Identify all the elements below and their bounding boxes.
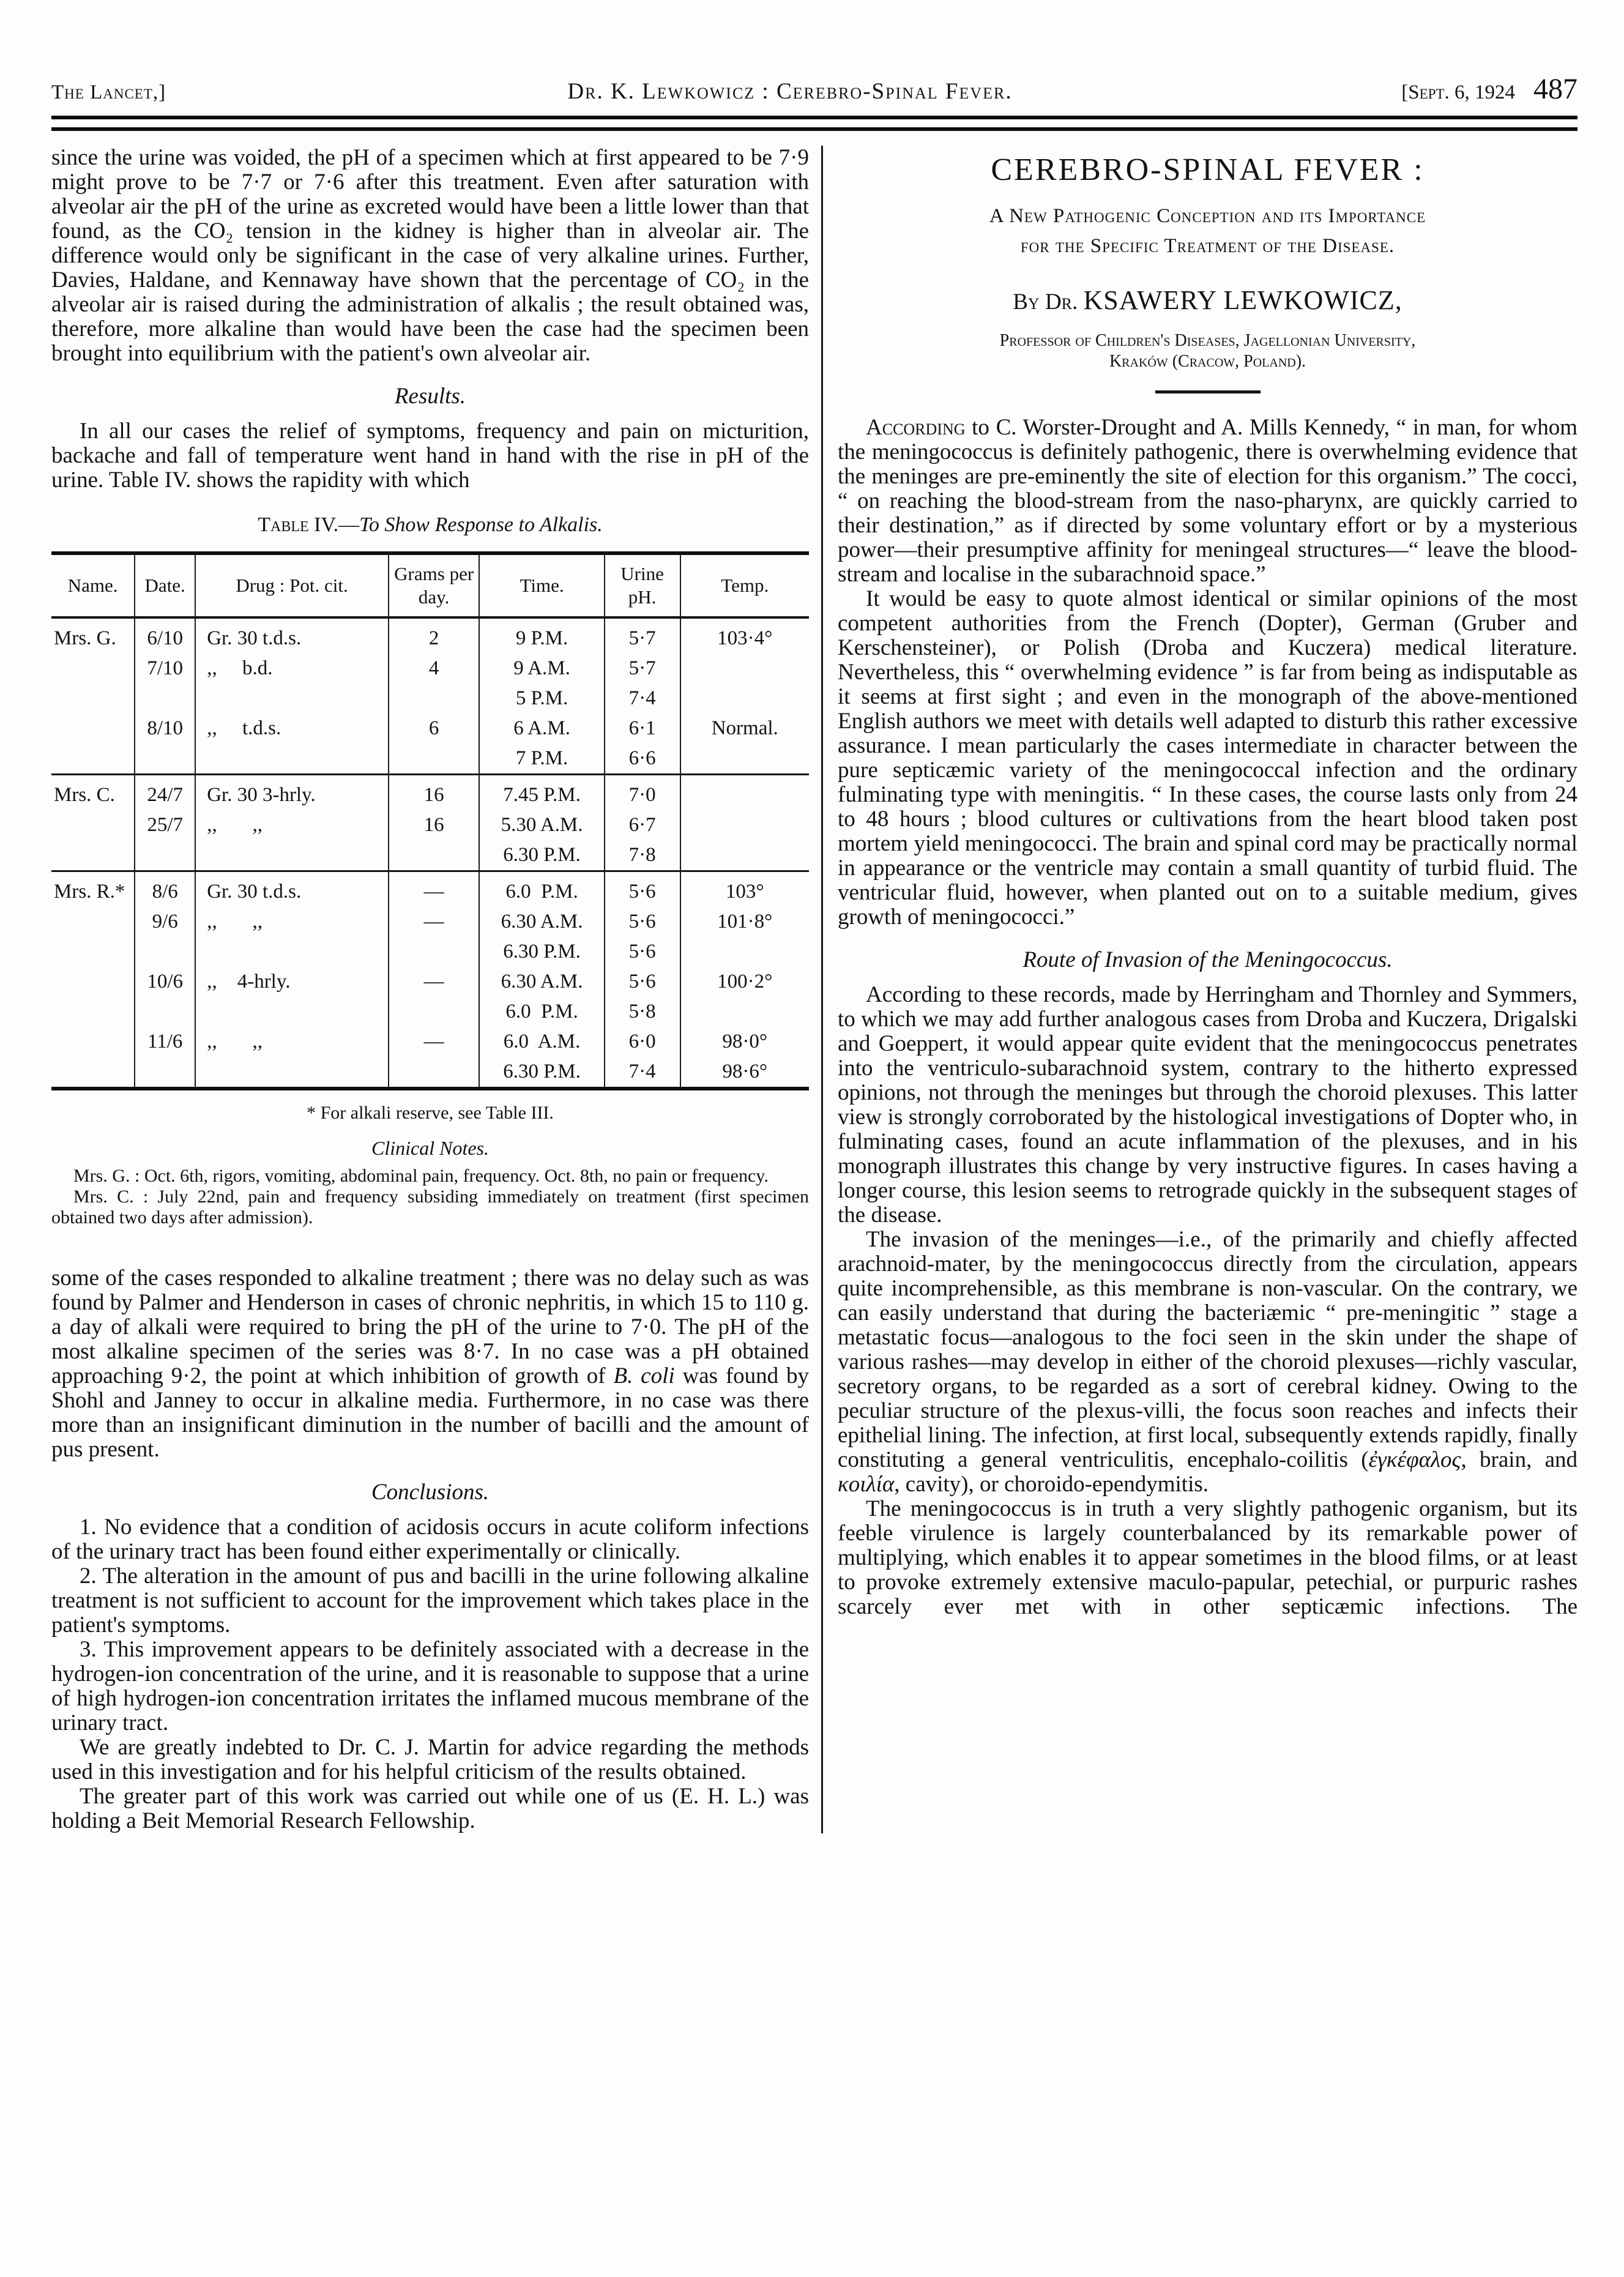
cell-date: 6/10 <box>135 617 195 654</box>
cell-time: 6.0 P.M. <box>479 871 604 907</box>
cell-time: 6.30 A.M. <box>479 907 604 937</box>
cell-temp: 101·8° <box>680 907 810 937</box>
byline <box>838 285 1577 316</box>
clinical-note: Mrs. C. : July 22nd, pain and frequency subsiding immediately on treatment (first specimen obtained two days after admission). <box>51 1186 809 1228</box>
cell-time: 6.0 A.M. <box>479 1027 604 1057</box>
cell-ph: 5·7 <box>605 654 680 684</box>
cell-ph: 6·6 <box>605 743 680 775</box>
header-right <box>1308 72 1577 106</box>
cell-ph: 5·6 <box>605 871 680 907</box>
cell-date <box>135 937 195 967</box>
column-header-time: Time. <box>479 553 604 617</box>
paragraph-segment: , cavity), or choroido-ependymitis. <box>894 1472 1209 1497</box>
cell-grams: — <box>389 967 480 997</box>
cell-date: 7/10 <box>135 654 195 684</box>
cell-ph: 7·4 <box>605 684 680 714</box>
article-title: CEREBRO-SPINAL FEVER : <box>991 152 1425 187</box>
cell-temp <box>680 810 810 840</box>
cell-temp <box>680 997 810 1027</box>
paragraph-segment: was found by Shohl and Janney to occur in alkaline media. Furthermore, in no case was there more than an insignificant diminution in the number of bacilli and the amount of pus present. <box>51 1363 809 1462</box>
cell-time: 5 P.M. <box>479 684 604 714</box>
conclusion-item: 1. No evidence that a condition of acidosis occurs in acute coliform infections of the urinary tract has been found either experimentally or clinically. <box>51 1514 809 1564</box>
cell-drug: Gr. 30 3-hrly. <box>195 774 389 810</box>
table-row <box>51 967 809 997</box>
cell-date: 25/7 <box>135 810 195 840</box>
cell-ph: 6·7 <box>605 810 680 840</box>
opening-paragraph <box>838 416 1577 587</box>
cell-temp: Normal. <box>680 714 810 743</box>
author-name: KSAWERY LEWKOWICZ, <box>1083 285 1402 315</box>
paragraph-segment: to C. Worster-Drought and A. Mills Kennedy, “ in man, for whom the meningococcus is definitely pathogenic, there is overwhelming evidence that the meninges are pre-eminently the site of election for this organism.” The cocci, “ on reaching the blood-stream from the naso-pharynx, are quickly carried to their destination,” as if directed by some voluntary effort or by a mysterious power—their presumptive affinity for meningeal structures—“ leave the blood-stream and localise in the subarachnoid space.” <box>838 415 1577 587</box>
cell-time: 5.30 A.M. <box>479 810 604 840</box>
cell-temp: 100·2° <box>680 967 810 997</box>
table-row <box>51 937 809 967</box>
column-header-date: Date. <box>135 553 195 617</box>
table-row <box>51 654 809 684</box>
cell-drug <box>195 997 389 1027</box>
affiliation-line: Kraków (Cracow, Poland). <box>1109 352 1306 371</box>
cell-date <box>135 743 195 775</box>
table-iv <box>51 551 809 1090</box>
cell-name <box>51 743 135 775</box>
cell-date: 11/6 <box>135 1027 195 1057</box>
cell-date: 24/7 <box>135 774 195 810</box>
column-header-ph: Urine pH. <box>605 553 680 617</box>
acknowledgement-paragraph: We are greatly indebted to Dr. C. J. Martin for advice regarding the methods used in this investigation and for his helpful criticism of the results obtained. <box>51 1734 809 1784</box>
cell-drug: Gr. 30 t.d.s. <box>195 617 389 654</box>
cell-temp <box>680 774 810 810</box>
cell-ph: 5·6 <box>605 967 680 997</box>
cell-name <box>51 937 135 967</box>
cell-date <box>135 997 195 1027</box>
cell-grams: 4 <box>389 654 480 684</box>
table-title-caption: To Show Response to Alkalis. <box>359 513 603 536</box>
table-row <box>51 714 809 743</box>
cell-ph: 6·1 <box>605 714 680 743</box>
table-body <box>51 617 809 1089</box>
cell-date <box>135 1057 195 1089</box>
cell-grams: 16 <box>389 774 480 810</box>
column-header-grams: Grams per day. <box>389 553 480 617</box>
cell-grams <box>389 684 480 714</box>
column-header-temp: Temp. <box>680 553 810 617</box>
cell-time: 7 P.M. <box>479 743 604 775</box>
clinical-note: Mrs. G. : Oct. 6th, rigors, vomiting, abdominal pain, frequency. Oct. 8th, no pain or frequency. <box>73 1165 769 1186</box>
conclusions-heading: Conclusions. <box>371 1479 490 1505</box>
cell-date <box>135 684 195 714</box>
cell-grams <box>389 840 480 871</box>
cell-name <box>51 997 135 1027</box>
cell-grams: 6 <box>389 714 480 743</box>
table-row <box>51 907 809 937</box>
cell-drug <box>195 1057 389 1089</box>
column-header-drug: Drug : Pot. cit. <box>195 553 389 617</box>
cell-temp <box>680 684 810 714</box>
cell-date: 8/6 <box>135 871 195 907</box>
cell-drug <box>195 684 389 714</box>
lead-word: According <box>866 415 966 440</box>
table-footnote: * For alkali reserve, see Table III. <box>307 1102 554 1123</box>
cell-time: 6.30 P.M. <box>479 840 604 871</box>
cell-name <box>51 1057 135 1089</box>
cell-date: 10/6 <box>135 967 195 997</box>
conclusion-item: 3. This improvement appears to be definitely associated with a decrease in the hydrogen-ion concentration of the urine, and it is reasonable to suppose that a urine of high hydrogen-ion concentration irritates the inflamed mucous membrane of the urinary tract. <box>51 1636 809 1735</box>
invasion-paragraph <box>838 1228 1577 1497</box>
cell-time: 9 A.M. <box>479 654 604 684</box>
table-row <box>51 840 809 871</box>
cell-drug: Gr. 30 t.d.s. <box>195 871 389 907</box>
clinical-notes-heading: Clinical Notes. <box>371 1136 489 1159</box>
table-row <box>51 1057 809 1089</box>
article-columns <box>51 146 1577 1833</box>
cell-grams <box>389 997 480 1027</box>
cell-ph: 5·6 <box>605 907 680 937</box>
cell-time: 6 A.M. <box>479 714 604 743</box>
table-row <box>51 871 809 907</box>
header-double-rule <box>51 116 1577 131</box>
virulence-paragraph: The meningococcus is in truth a very slightly pathogenic organism, but its feeble virulence is largely counterbalanced by its remarkable power of multiplying, which enables it to appear sometimes in the blood films, or at least to provoke extremely extensive maculo-papular, petechial, or purpuric rashes scarcely ever met with in other septicæmic infections. The <box>838 1496 1577 1619</box>
cell-time: 9 P.M. <box>479 617 604 654</box>
results-paragraph: In all our cases the relief of symptoms, frequency and pain on micturition, backache and fall of temperature went hand in hand with the rise in pH of the urine. Table IV. shows the rapidity with which <box>51 419 809 493</box>
column-header-name: Name. <box>51 553 135 617</box>
affiliation <box>838 330 1577 372</box>
authorities-paragraph: It would be easy to quote almost identical or similar opinions of the most competent authorities from the French (Dopter), German (Gruber and Kerschensteiner), or Polish (Droba and Kuczera) medical literature. Nevertheless, this “ overwhelming evidence ” is far from being as indisputable as it seems at first sight ; and even in the monograph of the above-mentioned English authors we meet with details well adapted to disturb this rather excessive assurance. I mean particularly the cases intermediate in character between the pure septicæmic variety of the meningococcal infection and the ordinary fulminating type with meningitis. “ In these cases, the course lasts only from 24 to 48 hours ; blood cultures or cultivations from the heart blood taken post mortem yield meningococci. The brain and spinal cord may be practically normal in appearance or the ventricle may contain a small quantity of turbid fluid. The ventricular fluid, however, when planted out on to a suitable medium, gives growth of meningococci.” <box>838 586 1577 930</box>
cell-drug: ,, t.d.s. <box>195 714 389 743</box>
cell-name <box>51 714 135 743</box>
alkaline-treatment-paragraph <box>51 1266 809 1462</box>
cell-name: Mrs. C. <box>51 774 135 810</box>
right-column <box>823 146 1577 1833</box>
cell-date <box>135 840 195 871</box>
cell-date: 9/6 <box>135 907 195 937</box>
cell-date: 8/10 <box>135 714 195 743</box>
cell-drug: ,, 4-hrly. <box>195 967 389 997</box>
cell-temp: 98·0° <box>680 1027 810 1057</box>
greek-term: ἐγκέφαλος <box>1368 1447 1461 1472</box>
paragraph-segment: The invasion of the meninges—i.e., of the primarily and chiefly affected arachnoid-mater, by the meningococcus directly from the circulation, appears quite incomprehensible, as this membrane is non-vascular. On the contrary, we can easily understand that during the bacteriæmic “ pre-meningitic ” stage a metastatic focus—analogous to the foci seen in the skin under the shape of various rashes—may develop in either of the choroid plexuses—richly vascular, secretory organs, to be regarded as a sort of cerebral kidney. Owing to the peculiar structure of the plexus-villi, the focus soon reaches and infects their epithelial lining. The infection, at first local, subsequently extends rapidly, finally constituting a general ventriculitis, encephalo-coilitis ( <box>838 1227 1577 1472</box>
paragraph-segment: , brain, and <box>1461 1447 1577 1472</box>
cell-time: 7.45 P.M. <box>479 774 604 810</box>
cell-temp <box>680 937 810 967</box>
cell-ph: 6·0 <box>605 1027 680 1057</box>
cell-drug: ,, ,, <box>195 810 389 840</box>
table-header-row <box>51 553 809 617</box>
article-subtitle <box>838 201 1577 261</box>
page-number: 487 <box>1533 73 1577 105</box>
subtitle-line: for the Specific Treatment of the Disease. <box>1020 235 1395 257</box>
cell-ph: 7·4 <box>605 1057 680 1089</box>
cell-time: 6.30 P.M. <box>479 1057 604 1089</box>
cell-name <box>51 684 135 714</box>
closing-paragraph: The greater part of this work was carried out while one of us (E. H. L.) was holding a Beit Memorial Research Fellowship. <box>51 1783 809 1833</box>
cell-drug <box>195 937 389 967</box>
cell-ph: 5·8 <box>605 997 680 1027</box>
table-title <box>51 513 809 537</box>
cell-drug: ,, ,, <box>195 907 389 937</box>
cell-grams <box>389 937 480 967</box>
cell-name <box>51 1027 135 1057</box>
table-row <box>51 810 809 840</box>
table-row <box>51 997 809 1027</box>
cell-drug: ,, b.d. <box>195 654 389 684</box>
paragraph-segment: some of the cases responded to alkaline treatment ; there was no delay such as was found by Palmer and Henderson in cases of chronic nephritis, in which 15 to 110 g. a day of alkali were required to bring the pH of the urine to 7·0. The pH of the most alkaline specimen of the series was 8·7. In no case was a pH obtained approaching 9·2, the point at which inhibition of growth of <box>51 1265 809 1388</box>
running-title: Dr. K. Lewkowicz : Cerebro-Spinal Fever. <box>567 79 1013 104</box>
section-divider-rule <box>1155 390 1261 393</box>
cell-temp: 98·6° <box>680 1057 810 1089</box>
cell-grams <box>389 743 480 775</box>
cell-temp: 103° <box>680 871 810 907</box>
cell-name <box>51 907 135 937</box>
route-heading: Route of Invasion of the Meningococcus. <box>1022 947 1393 972</box>
cell-name <box>51 810 135 840</box>
cell-name: Mrs. R.* <box>51 871 135 907</box>
cell-grams: — <box>389 907 480 937</box>
continuation-paragraph: since the urine was voided, the pH of a specimen which at first appeared to be 7·9 might prove to be 7·7 or 7·6 after this treatment. Even after saturation with alveolar air the pH of the urine as excreted would have been a little lower than that found, as the CO₂ tension in the kidney is higher than in alveolar air. The difference would only be significant in the case of very alkaline urines. Further, Davies, Haldane, and Kennaway have shown that the percentage of CO₂ in the alveolar air is raised during the administration of alkalis ; the result obtained was, therefore, more alkaline than would have been the case had the specimen been brought into equilibrium with the patient's own alveolar air. <box>51 145 809 366</box>
issue-date: [Sept. 6, 1924 <box>1401 81 1515 103</box>
cell-time: 6.30 P.M. <box>479 937 604 967</box>
page-header <box>51 72 1577 106</box>
cell-name <box>51 654 135 684</box>
cell-drug <box>195 840 389 871</box>
cell-ph: 5·6 <box>605 937 680 967</box>
left-column <box>51 146 823 1833</box>
table-row <box>51 684 809 714</box>
table-row <box>51 774 809 810</box>
cell-drug <box>195 743 389 775</box>
table-title-label: Table IV.— <box>258 513 360 536</box>
cell-time: 6.0 P.M. <box>479 997 604 1027</box>
cell-temp <box>680 840 810 871</box>
table-row <box>51 743 809 775</box>
subtitle-line: A New Pathogenic Conception and its Importance <box>989 205 1426 227</box>
cell-ph: 7·8 <box>605 840 680 871</box>
byline-prefix: By Dr. <box>1013 289 1084 315</box>
cell-grams <box>389 1057 480 1089</box>
greek-term: κοιλία <box>838 1472 895 1497</box>
cell-ph: 7·0 <box>605 774 680 810</box>
cell-temp <box>680 743 810 775</box>
cell-grams: — <box>389 871 480 907</box>
table-row <box>51 1027 809 1057</box>
cell-time: 6.30 A.M. <box>479 967 604 997</box>
conclusion-item: 2. The alteration in the amount of pus and bacilli in the urine following alkaline treatment is not sufficient to account for the improvement which takes place in the patient's symptoms. <box>51 1563 809 1638</box>
cell-temp: 103·4° <box>680 617 810 654</box>
affiliation-line: Professor of Children's Diseases, Jagellonian University, <box>999 331 1416 350</box>
cell-name <box>51 840 135 871</box>
b-coli-term: B. coli <box>613 1363 675 1388</box>
journal-name: The Lancet,] <box>51 81 166 103</box>
results-heading: Results. <box>394 384 466 409</box>
cell-name <box>51 967 135 997</box>
cell-name: Mrs. G. <box>51 617 135 654</box>
cell-ph: 5·7 <box>605 617 680 654</box>
cell-temp <box>680 654 810 684</box>
cell-grams: 16 <box>389 810 480 840</box>
cell-grams: 2 <box>389 617 480 654</box>
cell-grams: — <box>389 1027 480 1057</box>
cell-drug: ,, ,, <box>195 1027 389 1057</box>
table-row <box>51 617 809 654</box>
records-paragraph: According to these records, made by Herringham and Thornley and Symmers, to which we may add further analogous cases from Droba and Kuczera, Drigalski and Goeppert, it would appear quite evident that the meningococcus penetrates into the ventriculo-subarachnoid system, contrary to the hitherto expressed opinions, not through the meninges but through the choroid plexuses. This latter view is strongly corroborated by the histological investigations of Dopter who, in fulminating cases, found an acute inflammation of the plexuses, and in his monograph illustrates this change by very instructive figures. In cases having a longer course, this lesion seems to retrograde quickly in the subsequent stages of the disease. <box>838 982 1577 1228</box>
